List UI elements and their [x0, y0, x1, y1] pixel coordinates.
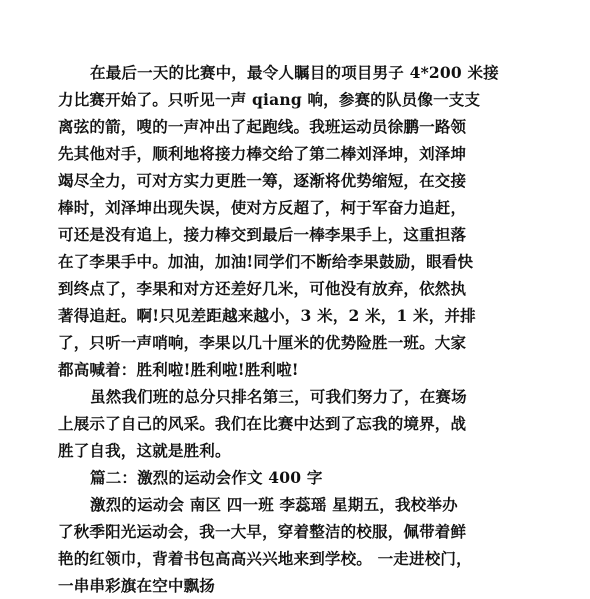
text-line-17: 激烈的运动会 南区 四一班 李蕊瑶 星期五，我校举办 — [90, 495, 458, 514]
text-line-6: 棒时，刘泽坤出现失误，使对方反超了，柯于军奋力追赶， — [58, 198, 467, 217]
text-line-9: 到终点了，李果和对方还差好几米，可他没有放弃，依然执 — [58, 279, 467, 298]
text-line-11: 了，只听一声哨响，李果以几十厘米的优势险胜一班。大家 — [58, 333, 467, 352]
text-line-13: 虽然我们班的总分只排名第三，可我们努力了，在赛场 — [90, 387, 467, 406]
text-line-4: 先其他对手，顺利地将接力棒交给了第二棒刘泽坤，刘泽坤 — [58, 144, 467, 163]
text-line-18: 了秋季阳光运动会，我一大早，穿着整洁的校服，佩带着鲜 — [58, 522, 467, 541]
text-line-14: 上展示了自己的风采。我们在比赛中达到了忘我的境界，战 — [58, 414, 467, 433]
text-line-20-partial: 一串串彩旗在空中飘扬 — [58, 576, 216, 595]
text-line-3: 离弦的箭，嗖的一声冲出了起跑线。我班运动员徐鹏一路领 — [58, 117, 467, 136]
text-line-5: 竭尽全力，可对方实力更胜一筹，逐渐将优势缩短，在交接 — [58, 171, 467, 190]
text-line-2: 力比赛开始了。只听见一声 qiang 响，参赛的队员像一支支 — [58, 90, 481, 109]
section-heading: 篇二：激烈的运动会作文 400 字 — [90, 468, 323, 487]
text-line-19: 艳的红领巾，背着书包高高兴兴地来到学校。 一走进校门， — [58, 549, 472, 568]
text-line-1: 在最后一天的比赛中，最令人瞩目的项目男子 4*200 米接 — [90, 63, 499, 82]
text-line-10: 著得追赶。啊!只见差距越来越小，3 米，2 米，1 米，并排 — [58, 306, 476, 325]
text-line-12: 都高喊着：胜利啦!胜利啦!胜利啦! — [58, 360, 299, 379]
text-line-8: 在了李果手中。加油，加油!同学们不断给李果鼓励，眼看快 — [58, 252, 474, 271]
text-line-15: 胜了自我，这就是胜利。 — [58, 441, 231, 460]
text-line-7: 可还是没有追上，接力棒交到最后一棒李果手上，这重担落 — [58, 225, 467, 244]
